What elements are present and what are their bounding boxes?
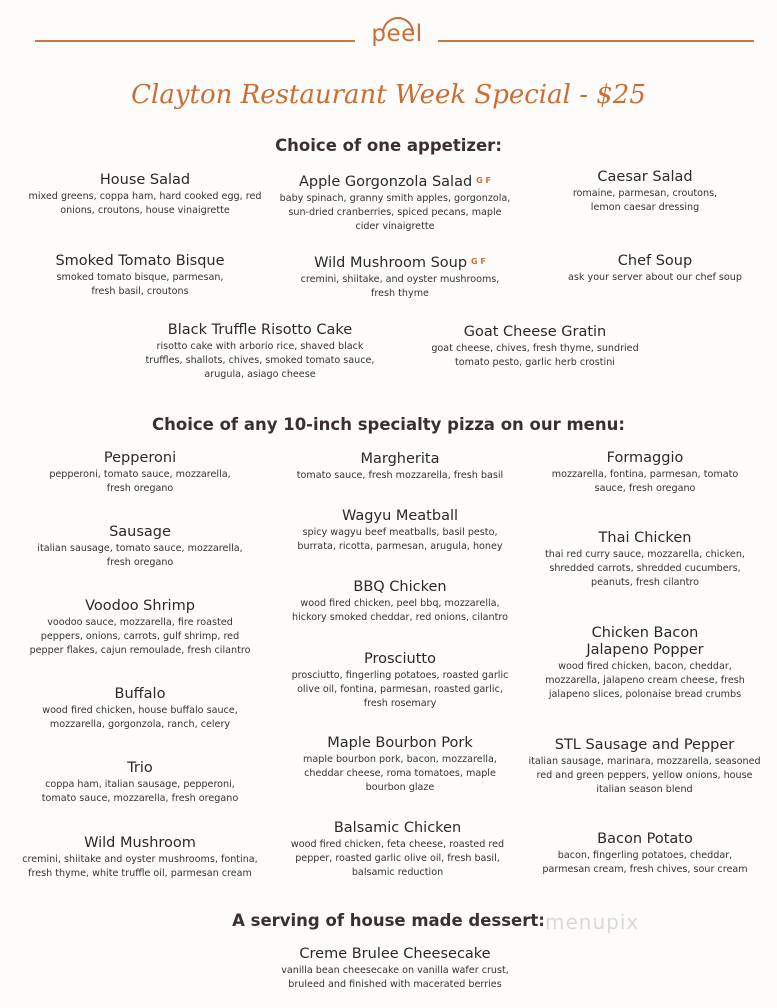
menu-item [285, 451, 515, 483]
item-desc: vanilla bean cheesecake on vanilla wafer crust, bruleed and finished with macerated berries [281, 965, 509, 990]
item-name: Wild Mushroom Soup [314, 255, 468, 271]
menu-item [280, 579, 520, 625]
item-name: Margherita [360, 451, 440, 467]
item-name: Goat Cheese Gratin [463, 324, 607, 340]
item-name: Voodoo Shrimp [85, 598, 195, 614]
item-desc: voodoo sauce, mozzarella, fire roasted peppers, onions, carrots, gulf shrimp, red pepper flakes, cajun remoulade, fresh cilantro [29, 617, 251, 656]
item-name: Chicken Bacon Jalapeno Popper [586, 625, 704, 658]
menu-item [530, 625, 760, 702]
item-desc: pepperoni, tomato sauce, mozzarella, fresh oregano [49, 469, 231, 494]
item-name: Wild Mushroom [84, 835, 196, 851]
gluten-free-badge: G F [471, 257, 486, 266]
menu-item [270, 820, 525, 880]
item-desc: wood fired chicken, house buffalo sauce, mozzarella, gorgonzola, ranch, celery [42, 705, 238, 730]
item-desc: prosciutto, fingerling potatoes, roasted garlic olive oil, fontina, parmesan, roasted garlic, fresh rosemary [291, 670, 509, 709]
menu-item [25, 598, 255, 658]
gluten-free-badge: G F [476, 176, 491, 185]
item-desc: coppa ham, italian sausage, pepperoni, tomato sauce, mozzarella, fresh oregano [41, 779, 239, 804]
menu-item [30, 253, 250, 299]
dessert-heading: A serving of house made dessert: [232, 911, 545, 930]
item-desc: smoked tomato bisque, parmesan, fresh basil, croutons [56, 272, 224, 297]
item-name: Formaggio [606, 450, 684, 466]
menu-item [255, 946, 535, 992]
item-desc: spicy wagyu beef meatballs, basil pesto, burrata, ricotta, parmesan, arugula, honey [297, 527, 503, 552]
item-name: Black Truffle Risotto Cake [167, 322, 353, 338]
item-desc: wood fired chicken, feta cheese, roasted red pepper, roasted garlic olive oil, fresh basil, balsamic reduction [290, 839, 505, 878]
item-name: Sausage [109, 524, 171, 540]
page-title: Clayton Restaurant Week Special - $25 [131, 80, 646, 110]
item-name: Wagyu Meatball [341, 508, 459, 524]
item-desc: italian sausage, tomato sauce, mozzarella, fresh oregano [37, 543, 243, 568]
item-name: Thai Chicken [598, 530, 692, 546]
item-desc: maple bourbon pork, bacon, mozzarella, cheddar cheese, roma tomatoes, maple bourbon glaze [303, 754, 497, 793]
menu-item [425, 324, 645, 370]
menu-item [535, 530, 755, 590]
header-rule-right [438, 40, 754, 42]
menu-item [540, 831, 750, 877]
item-desc: mixed greens, coppa ham, hard cooked egg, red onions, croutons, house vinaigrette [28, 191, 262, 216]
item-name: STL Sausage and Pepper [554, 737, 735, 753]
menu-item [30, 450, 250, 496]
item-desc: romaine, parmesan, croutons, lemon caesar dressing [572, 188, 718, 213]
menu-item [30, 686, 250, 732]
menu-item [20, 835, 260, 881]
item-name: Bacon Potato [597, 831, 693, 847]
item-desc: bacon, fingerling potatoes, cheddar, parmesan cream, fresh chives, sour cream [542, 850, 748, 875]
item-desc: thai red curry sauce, mozzarella, chicken, shredded carrots, shredded cucumbers, peanuts, fresh cilantro [545, 549, 745, 588]
menu-item [30, 760, 250, 806]
item-desc: wood fired chicken, bacon, cheddar, mozzarella, jalapeno cream cheese, fresh jalapeno slices, polonaise bread crumbs [545, 661, 745, 700]
item-desc: goat cheese, chives, fresh thyme, sundried tomato pesto, garlic herb crostini [431, 343, 639, 368]
item-name: Pepperoni [103, 450, 177, 466]
appetizer-heading: Choice of one appetizer: [275, 136, 502, 155]
menu-item [522, 737, 767, 797]
pizza-heading: Choice of any 10-inch specialty pizza on our menu: [152, 415, 625, 434]
menu-item [275, 172, 515, 234]
peel-logo: peel [371, 21, 423, 47]
item-name: Apple Gorgonzola Salad [298, 174, 473, 190]
item-name: Smoked Tomato Bisque [55, 253, 225, 269]
menu-item [280, 735, 520, 795]
item-name: Maple Bourbon Pork [327, 735, 473, 751]
item-name: Creme Brulee Cheesecake [299, 946, 491, 962]
item-desc: cremini, shiitake, and oyster mushrooms, fresh thyme [300, 274, 500, 299]
menu-item [535, 450, 755, 496]
item-name: House Salad [99, 172, 191, 188]
item-desc: tomato sauce, fresh mozzarella, fresh basil [296, 470, 504, 481]
menu-item [135, 322, 385, 382]
item-desc: mozzarella, fontina, parmesan, tomato sauce, fresh oregano [551, 469, 739, 494]
item-desc: wood fired chicken, peel bbq, mozzarella, hickory smoked cheddar, red onions, cilantro [292, 598, 508, 623]
item-name: BBQ Chicken [353, 579, 447, 595]
item-name: Chef Soup [617, 253, 693, 269]
menu-item [280, 651, 520, 711]
header-rule-left [35, 40, 355, 42]
item-name: Trio [127, 760, 153, 776]
item-desc: baby spinach, granny smith apples, gorgonzola, sun-dried cranberries, spiced pecans, maple cider vinaigrette [279, 193, 511, 232]
item-desc: ask your server about our chef soup [568, 272, 742, 283]
menu-item [555, 169, 735, 215]
watermark: menupix [545, 910, 640, 934]
item-name: Buffalo [114, 686, 166, 702]
menu-item [285, 253, 515, 301]
item-desc: italian sausage, marinara, mozzarella, seasoned red and green peppers, yellow onions, house italian season blend [528, 756, 761, 795]
menu-item [545, 253, 765, 285]
item-name: Balsamic Chicken [333, 820, 462, 836]
item-desc: risotto cake with arborio rice, shaved black truffles, shallots, chives, smoked tomato sauce, arugula, asiago cheese [145, 341, 375, 380]
menu-item [30, 524, 250, 570]
item-desc: cremini, shiitake and oyster mushrooms, fontina, fresh thyme, white truffle oil, parmesan cream [22, 854, 258, 879]
menu-item [280, 508, 520, 554]
item-name: Caesar Salad [597, 169, 693, 185]
menu-item [20, 172, 270, 218]
item-name: Prosciutto [364, 651, 436, 667]
